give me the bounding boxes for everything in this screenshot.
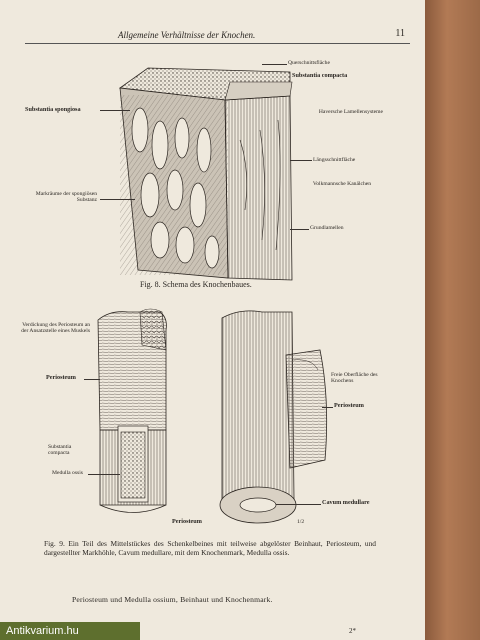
figure-8-caption: Fig. 8. Schema des Knochenbaues. <box>140 280 252 289</box>
fig9-right-bone <box>220 311 327 523</box>
label-haversche-lamellen: Haversche Lamellensysteme <box>318 109 383 115</box>
label-laengsschnittflaeche: Längsschnittfläche <box>313 157 356 163</box>
leader-laengs <box>290 160 312 161</box>
label-markraeume: Markräume der spongiösen Substanz <box>35 191 97 204</box>
section-footer-title: Periosteum und Medulla ossium, Beinhaut und Knochenmark. <box>72 595 273 604</box>
label-periosteum-right: Periosteum <box>334 402 364 409</box>
leader-markraeume <box>100 199 135 200</box>
signature-mark: 2* <box>349 627 356 635</box>
leader-spongiosa <box>100 110 130 111</box>
leader-querschnitt <box>262 64 287 65</box>
label-medulla-ossis: Medulla ossis <box>52 470 83 476</box>
label-grundlamellen: Grundlamellen <box>310 225 344 231</box>
leader-periosteum-right <box>322 407 333 408</box>
leader-cavum <box>276 504 321 505</box>
page-number: 11 <box>395 28 405 39</box>
artist-signature: 1/2 <box>297 519 305 525</box>
leader-periosteum-left <box>84 379 100 380</box>
label-periosteum-left: Periosteum <box>46 374 76 381</box>
label-substantia-spongiosa: Substantia spongiosa <box>25 106 81 113</box>
fig9-left-bone <box>98 309 166 513</box>
leader-grund <box>290 229 309 230</box>
figure-9-caption: Fig. 9. Ein Teil des Mittelstückes des Schenkelbeines mit teilweise abgelöster Beinhaut, Periosteum, und dargestellter Markhöhle, Cavum medullare, mit dem Knochenmark, Medulla ossis. <box>44 539 376 557</box>
label-volkmannsche: Volkmannsche Kanälchen <box>312 181 372 187</box>
label-querschnittsflaeche: Querschnittsfläche <box>288 60 330 66</box>
label-substantia-compacta: Substantia compacta <box>292 72 348 79</box>
label-substantia-compacta-fig9: Substantia compacta <box>48 444 72 457</box>
label-periosteum-bottom: Periosteum <box>172 518 202 525</box>
book-cover-edge <box>425 0 480 640</box>
label-verdickung: Verdickung des Periosteum an der Ansatzstelle eines Muskels <box>21 322 90 335</box>
label-freie-oberflaeche: Freie Oberfläche des Knochens <box>331 372 378 385</box>
leader-medulla <box>88 474 120 475</box>
running-header: Allgemeine Verhältnisse der Knochen. <box>118 30 256 40</box>
watermark-badge: Antikvarium.hu <box>0 622 140 640</box>
label-cavum-medullare: Cavum medullare <box>322 499 370 506</box>
fig8-block <box>120 68 292 280</box>
